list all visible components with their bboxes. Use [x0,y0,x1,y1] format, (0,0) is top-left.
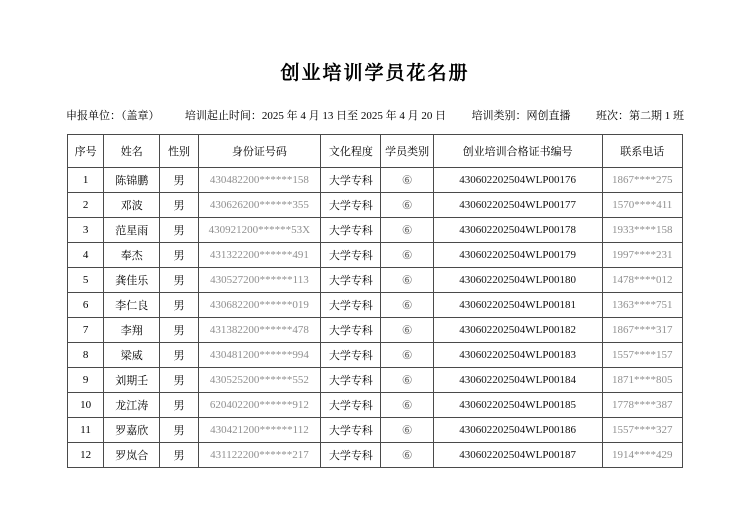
table-cell: 430602202504WLP00179 [433,243,602,268]
table-cell: 男 [160,318,198,343]
table-cell: 大学专科 [321,368,381,393]
table-cell: 9 [68,368,104,393]
table-cell: 430602202504WLP00186 [433,418,602,443]
table-cell: 1557****157 [602,343,682,368]
table-cell: 430602202504WLP00187 [433,443,602,468]
table-cell: 430481200******994 [198,343,321,368]
table-cell: 男 [160,218,198,243]
roster-table-body [68,168,683,468]
table-cell: ⑥ [381,243,433,268]
table-cell: ⑥ [381,343,433,368]
table-cell: 430602202504WLP00176 [433,168,602,193]
table-cell: 430626200******355 [198,193,321,218]
table-cell: 邓波 [104,193,160,218]
table-row [68,393,683,418]
declare-unit-label: 申报单位：（盖章） [66,110,160,122]
table-row [68,318,683,343]
table-cell: 男 [160,268,198,293]
table-cell: 430602202504WLP00184 [433,368,602,393]
training-category-label: 培训类别：网创直播 [471,110,571,122]
class-session-label: 班次：第二期 1 班 [595,110,684,122]
table-cell: 大学专科 [321,393,381,418]
column-header: 创业培训合格证书编号 [433,135,602,168]
table-cell: ⑥ [381,393,433,418]
table-cell: 罗岚合 [104,443,160,468]
table-cell: 2 [68,193,104,218]
table-cell: 431322200******491 [198,243,321,268]
table-cell: 大学专科 [321,168,381,193]
roster-table-head [68,135,683,168]
header-row [68,135,683,168]
training-period-label: 培训起止时间：2025 年 4 月 13 日至 2025 年 4 月 20 日 [184,110,447,122]
table-cell: 大学专科 [321,268,381,293]
table-cell: 男 [160,393,198,418]
table-cell: 11 [68,418,104,443]
table-row [68,193,683,218]
column-header: 文化程度 [321,135,381,168]
table-cell: 大学专科 [321,443,381,468]
table-cell: 李翔 [104,318,160,343]
table-cell: 陈锦鹏 [104,168,160,193]
table-cell: ⑥ [381,218,433,243]
table-cell: ⑥ [381,318,433,343]
table-cell: 大学专科 [321,318,381,343]
table-cell: 430482200******158 [198,168,321,193]
table-cell: 1570****411 [602,193,682,218]
column-header: 联系电话 [602,135,682,168]
table-cell: ⑥ [381,193,433,218]
table-cell: 430602202504WLP00185 [433,393,602,418]
table-row [68,418,683,443]
table-cell: ⑥ [381,168,433,193]
table-cell: 1867****317 [602,318,682,343]
table-cell: 龙江涛 [104,393,160,418]
table-cell: 4 [68,243,104,268]
roster-table [67,134,683,468]
table-cell: 1997****231 [602,243,682,268]
table-cell: 431122200******217 [198,443,321,468]
table-cell: 罗嘉欣 [104,418,160,443]
page-title: 创业培训学员花名册 [280,63,470,84]
table-cell: ⑥ [381,293,433,318]
table-cell: 奉杰 [104,243,160,268]
table-cell: 1867****275 [602,168,682,193]
table-cell: 1363****751 [602,293,682,318]
table-cell: 1 [68,168,104,193]
table-cell: 430602202504WLP00181 [433,293,602,318]
column-header: 序号 [68,135,104,168]
table-cell: 6 [68,293,104,318]
table-cell: 8 [68,343,104,368]
table-row [68,293,683,318]
table-row [68,243,683,268]
table-row [68,443,683,468]
table-cell: 刘期壬 [104,368,160,393]
table-cell: 430525200******552 [198,368,321,393]
table-cell: 1914****429 [602,443,682,468]
table-cell: 430682200******019 [198,293,321,318]
table-cell: 1778****387 [602,393,682,418]
table-cell: 李仁良 [104,293,160,318]
table-cell: ⑥ [381,418,433,443]
table-cell: 大学专科 [321,343,381,368]
table-cell: 男 [160,168,198,193]
table-cell: 男 [160,368,198,393]
table-cell: 12 [68,443,104,468]
table-cell: ⑥ [381,268,433,293]
column-header: 姓名 [104,135,160,168]
table-cell: 5 [68,268,104,293]
table-cell: 男 [160,343,198,368]
table-row [68,343,683,368]
table-cell: ⑥ [381,368,433,393]
table-cell: 1478****012 [602,268,682,293]
table-cell: 大学专科 [321,243,381,268]
table-cell: 范星雨 [104,218,160,243]
meta-line [66,107,684,123]
table-row [68,218,683,243]
table-cell: 1871****805 [602,368,682,393]
table-cell: 10 [68,393,104,418]
table-cell: 620402200******912 [198,393,321,418]
table-cell: 430602202504WLP00177 [433,193,602,218]
table-row [68,368,683,393]
table-cell: 430602202504WLP00178 [433,218,602,243]
table-row [68,168,683,193]
table-cell: 大学专科 [321,218,381,243]
table-cell: 龚佳乐 [104,268,160,293]
table-cell: 大学专科 [321,418,381,443]
table-cell: 梁威 [104,343,160,368]
table-cell: 430602202504WLP00182 [433,318,602,343]
table-cell: 430602202504WLP00180 [433,268,602,293]
table-cell: 430421200******112 [198,418,321,443]
table-cell: 大学专科 [321,193,381,218]
column-header: 身份证号码 [198,135,321,168]
table-cell: 男 [160,443,198,468]
table-cell: 7 [68,318,104,343]
table-cell: 3 [68,218,104,243]
table-row [68,268,683,293]
table-cell: ⑥ [381,443,433,468]
table-cell: 1557****327 [602,418,682,443]
table-cell: 1933****158 [602,218,682,243]
table-cell: 430921200******53X [198,218,321,243]
table-cell: 男 [160,193,198,218]
table-cell: 430602202504WLP00183 [433,343,602,368]
table-cell: 男 [160,293,198,318]
table-cell: 431382200******478 [198,318,321,343]
table-cell: 男 [160,243,198,268]
column-header: 学员类别 [381,135,433,168]
table-cell: 男 [160,418,198,443]
column-header: 性别 [160,135,198,168]
table-cell: 大学专科 [321,293,381,318]
table-cell: 430527200******113 [198,268,321,293]
